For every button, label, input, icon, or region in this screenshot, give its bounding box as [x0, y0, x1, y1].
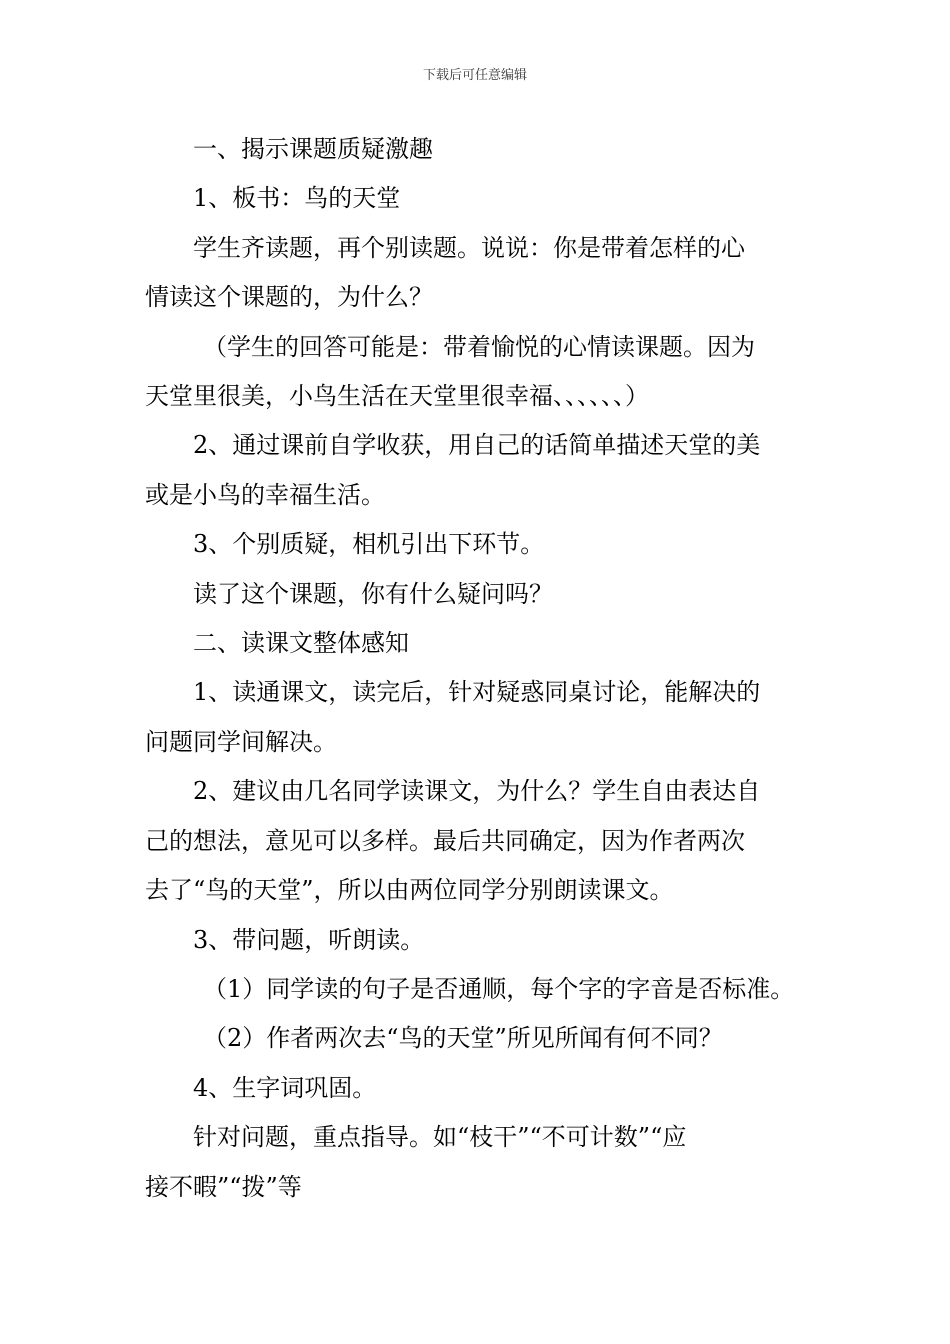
paragraph [145, 174, 810, 223]
text-line: 一、揭示课题质疑激趣 [193, 135, 433, 163]
paragraph [145, 1113, 810, 1212]
paragraph [145, 570, 810, 619]
text-line: （学生的回答可能是：带着愉悦的心情读课题。因为 [203, 332, 755, 361]
text-line: 天堂里很美，小鸟生活在天堂里很幸福、、、、、、） [145, 382, 649, 411]
paragraph [145, 668, 810, 767]
text-line: 问题同学间解决。 [145, 727, 337, 756]
text-line: 去了“鸟的天堂”，所以由两位同学分别朗读课文。 [145, 876, 674, 905]
heading-one [145, 125, 810, 174]
text-line: 1、读通课文，读完后，针对疑惑同桌讨论，能解决的 [193, 678, 761, 707]
text-line: 2、通过课前自学收获，用自己的话简单描述天堂的美 [193, 431, 761, 460]
text-line: 情读这个课题的，为什么？ [145, 283, 433, 312]
text-line: 或是小鸟的幸福生活。 [145, 480, 385, 509]
paragraph [145, 1014, 810, 1063]
page-header: 下载后可任意编辑 [422, 68, 527, 83]
text-line: 读了这个课题，你有什么疑问吗？ [193, 579, 553, 608]
text-line: 针对问题，重点指导。如“枝干”“不可计数”“应 [193, 1123, 687, 1152]
paragraph [145, 323, 810, 422]
text-line: 4、生字词巩固。 [193, 1073, 377, 1102]
paragraph [145, 520, 810, 569]
text-line: （1）同学读的句子是否通顺，每个字的字音是否标准。 [203, 974, 795, 1003]
document-body [145, 125, 810, 1212]
paragraph [145, 421, 810, 520]
text-line: 己的想法，意见可以多样。最后共同确定，因为作者两次 [145, 826, 745, 855]
text-line: 二、读课文整体感知 [193, 629, 409, 658]
text-line: 2、建议由几名同学读课文，为什么？学生自由表达自 [193, 777, 761, 806]
text-line: （2）作者两次去“鸟的天堂”所见所闻有何不同？ [203, 1024, 723, 1053]
text-line: 3、个别质疑，相机引出下环节。 [193, 530, 545, 559]
heading-two [145, 619, 810, 668]
text-line: 学生齐读题，再个别读题。说说：你是带着怎样的心 [193, 233, 745, 262]
text-line: 接不暇”“拨”等 [145, 1172, 302, 1201]
paragraph [145, 965, 810, 1014]
paragraph [145, 1064, 810, 1113]
paragraph [145, 224, 810, 323]
paragraph [145, 916, 810, 965]
text-line: 3、带问题，听朗读。 [193, 925, 425, 954]
paragraph [145, 767, 810, 915]
text-line: 1、板书：鸟的天堂 [193, 184, 401, 213]
